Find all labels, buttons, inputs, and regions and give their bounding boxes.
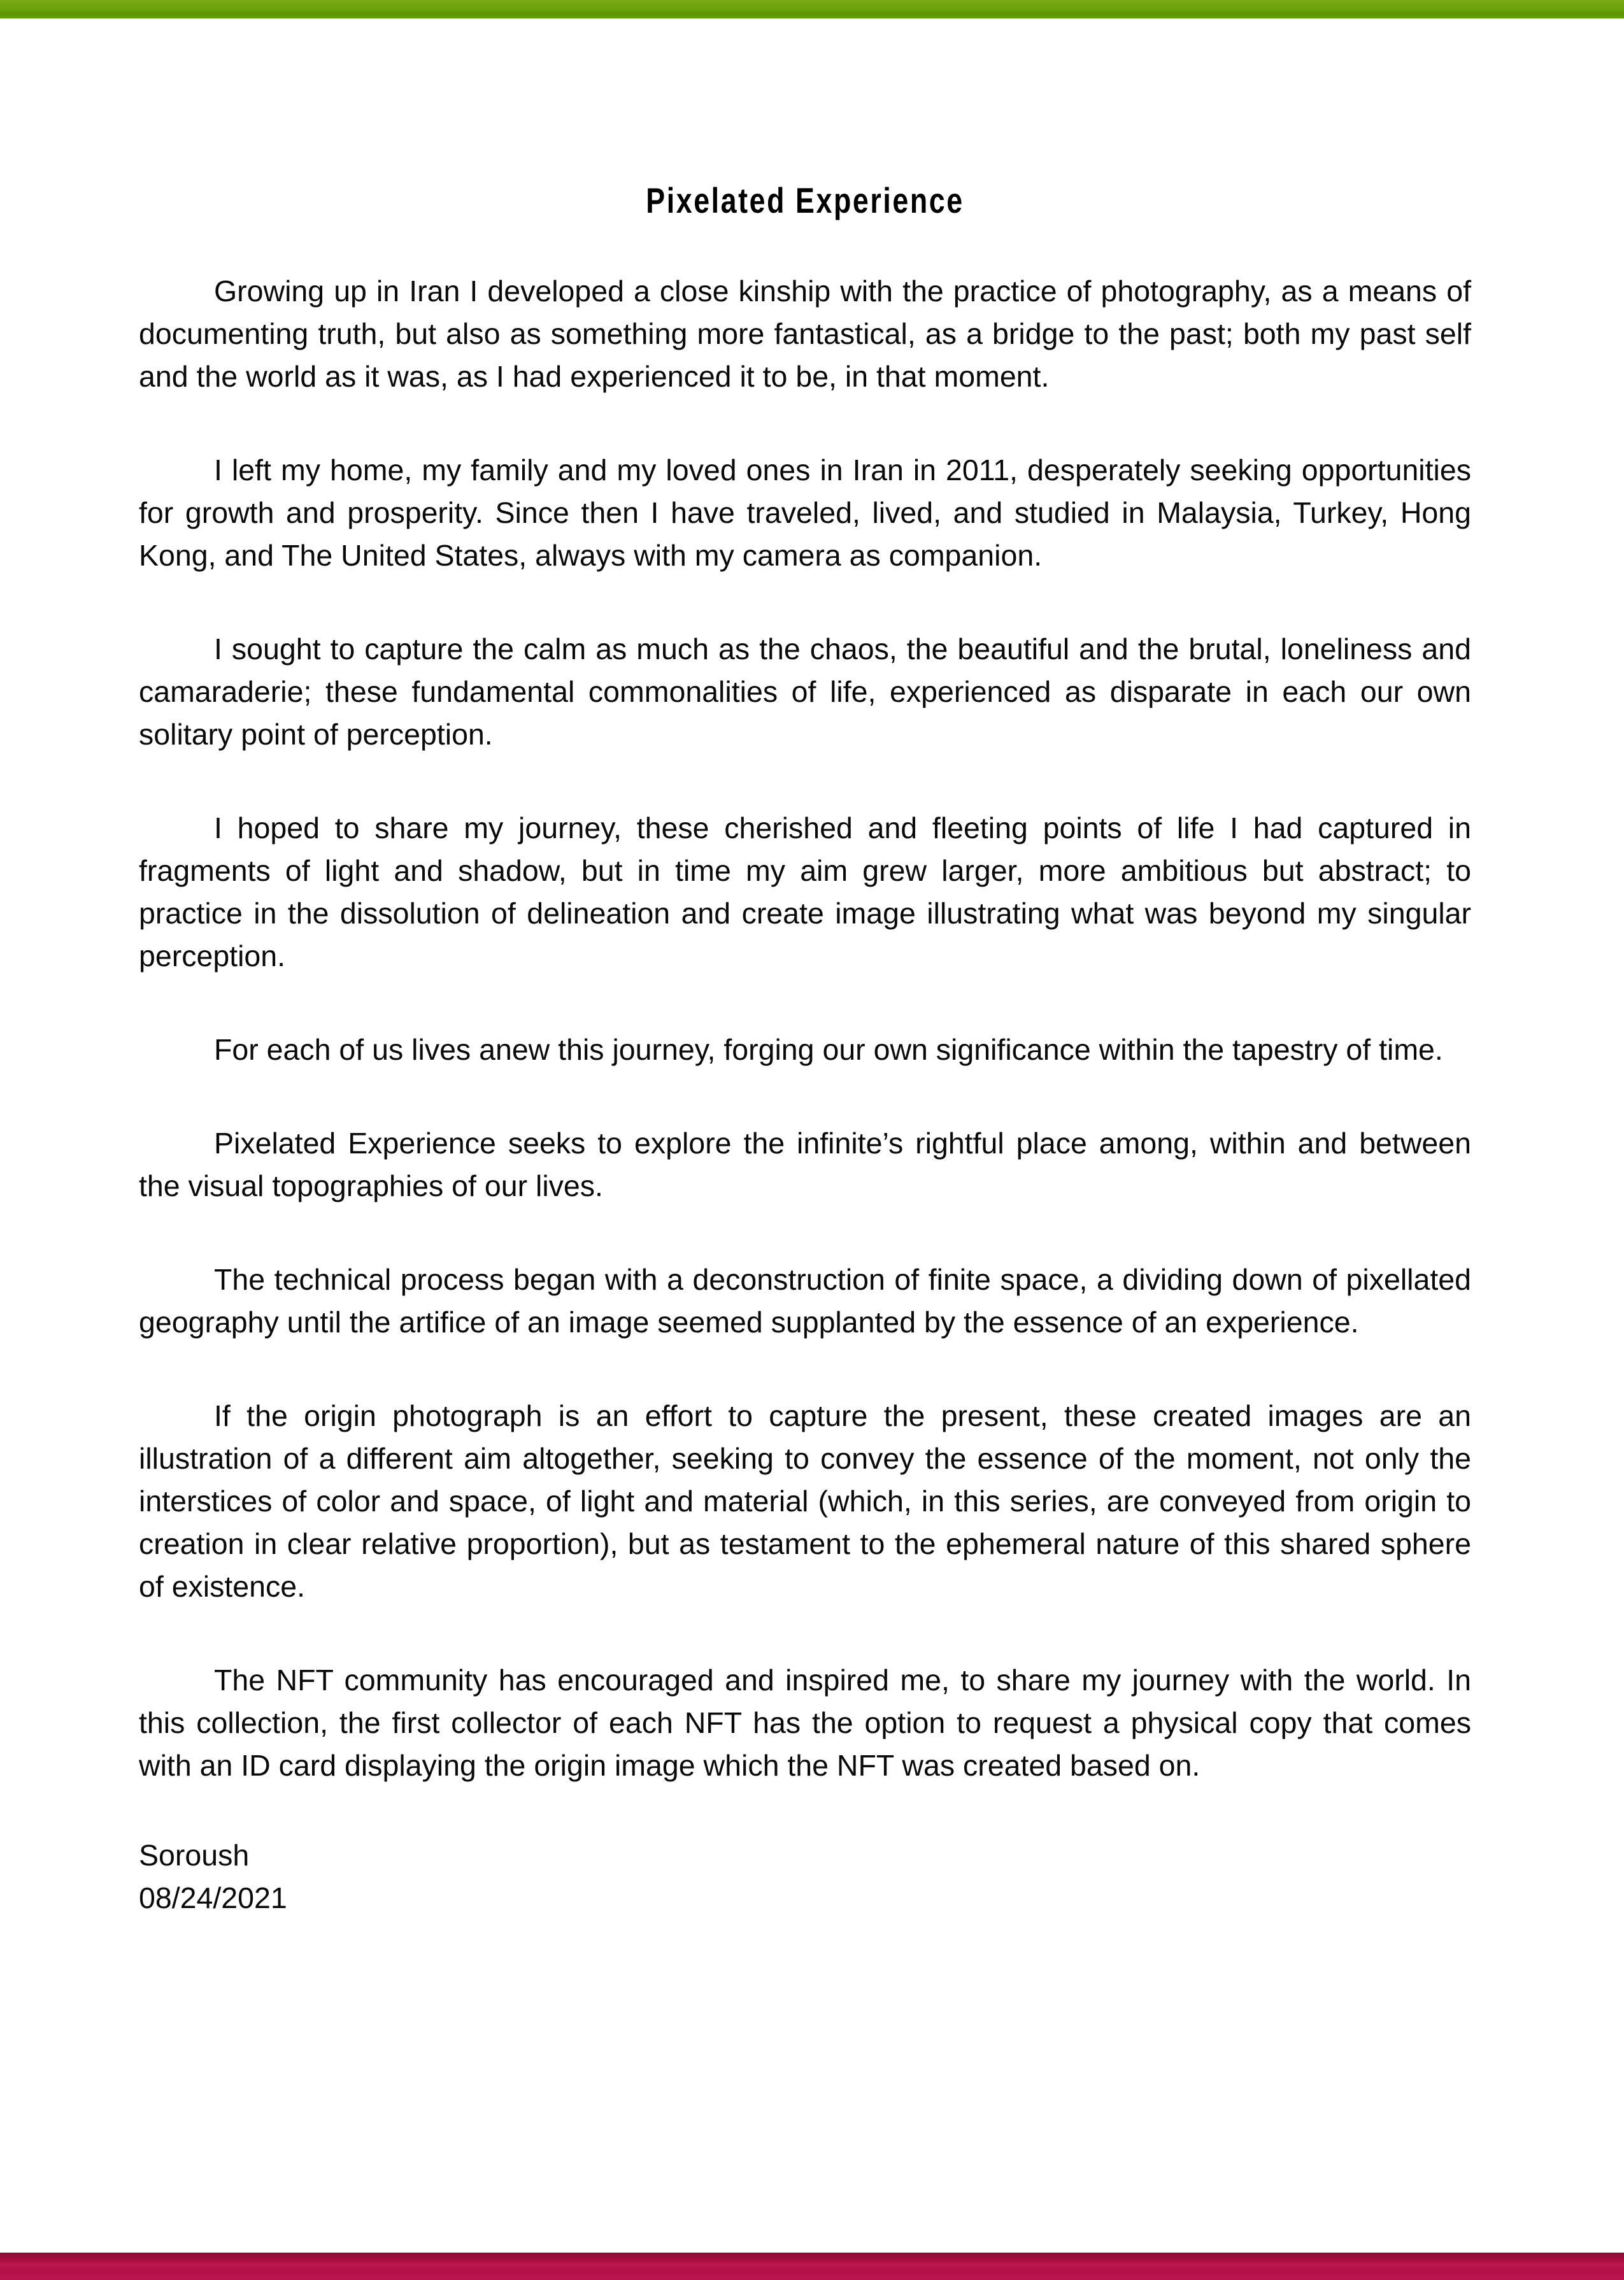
paragraph: I hoped to share my journey, these cherished and fleeting points of life I had captured in fragments of light and shadow, but in time my aim grew larger, more ambitious but abstract; to practice in the dissolution of delineation and create image illustrating what was beyond my singular perception. (139, 811, 1471, 973)
page-title: Pixelated Experience (646, 180, 964, 220)
document-body (139, 181, 1471, 1920)
statement-text (139, 270, 1471, 1920)
top-accent-bar (0, 0, 1624, 18)
paragraph: The NFT community has encouraged and inspired me, to share my journey with the world. In this collection, the first collector of each NFT has the option to request a physical copy that comes with an ID card displaying the origin image which the NFT was created based on. (139, 1664, 1471, 1782)
page-sheet (0, 18, 1624, 2253)
author-name: Soroush (139, 1839, 250, 1872)
signature-block (139, 1834, 1471, 1920)
document-date: 08/24/2021 (139, 1881, 287, 1914)
paragraph: The technical process began with a deconstruction of finite space, a dividing down of pixellated geography until the artifice of an image seemed supplanted by the essence of an experience. (139, 1263, 1471, 1339)
paragraph: I sought to capture the calm as much as the chaos, the beautiful and the brutal, loneliness and camaraderie; these fundamental commonalities of life, experienced as disparate in each our own solitary point of perception. (139, 632, 1471, 751)
paragraph: Pixelated Experience seeks to explore the infinite’s rightful place among, within and between the visual topographies of our lives. (139, 1127, 1471, 1202)
paragraph: I left my home, my family and my loved ones in Iran in 2011, desperately seeking opportunities for growth and prosperity. Since then I have traveled, lived, and studied in Malaysia, Turkey, Hong Kong, and The United States, always with my camera as companion. (139, 453, 1471, 572)
paragraph: For each of us lives anew this journey, forging our own significance within the tapestry of time. (214, 1033, 1443, 1066)
paragraph: Growing up in Iran I developed a close kinship with the practice of photography, as a means of documenting truth, but also as something more fantastical, as a bridge to the past; both my past self and the world as it was, as I had experienced it to be, in that moment. (139, 274, 1471, 393)
bottom-accent-bar (0, 2253, 1624, 2280)
paragraph: If the origin photograph is an effort to capture the present, these created images are an illustration of a different aim altogether, seeking to convey the essence of the moment, not only the interstices of color and space, of light and material (which, in this series, are conveyed from origin to creation in clear relative proportion), but as testament to the ephemeral nature of this shared sphere of existence. (139, 1399, 1471, 1603)
